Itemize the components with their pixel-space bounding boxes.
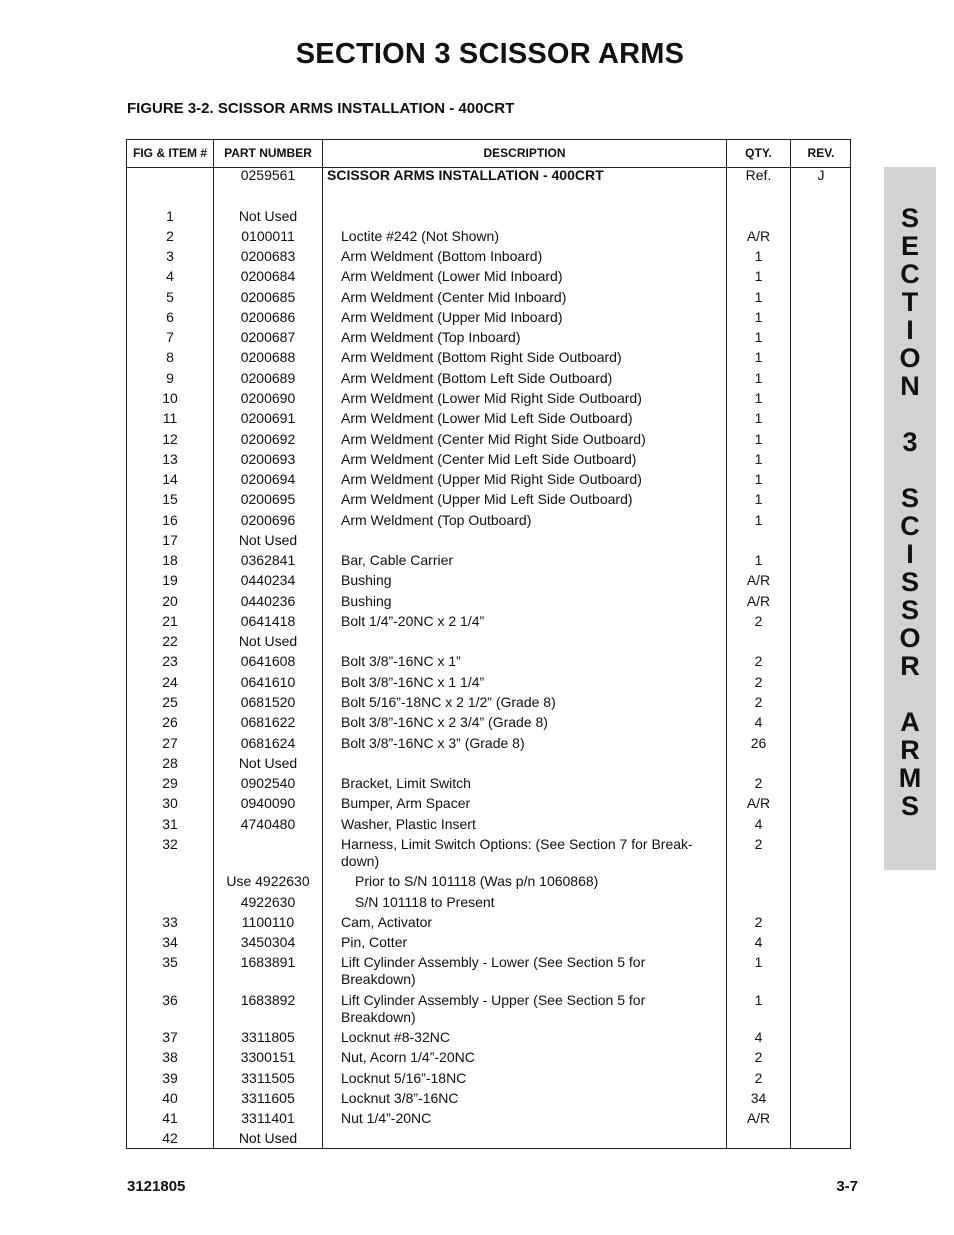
description: Bushing	[341, 593, 392, 609]
section-side-tab	[884, 167, 936, 870]
part-number: 0200684	[240, 268, 296, 284]
part-number: 0200691	[240, 410, 296, 426]
quantity: 2	[754, 694, 763, 710]
description: Nut 1/4”-20NC	[341, 1110, 432, 1126]
item-number: 18	[162, 552, 178, 568]
part-number: 0200696	[240, 512, 296, 528]
description: Locknut 5/16”-18NC	[341, 1070, 467, 1086]
part-number: Not Used	[238, 532, 298, 548]
item-number: 10	[162, 390, 178, 406]
side-tab-letter: R	[900, 651, 920, 681]
item-number: 11	[162, 410, 178, 426]
item-number: 22	[162, 633, 178, 649]
side-tab-letter: S	[900, 595, 919, 625]
side-tab-letter: 3	[902, 427, 918, 457]
description: Bracket, Limit Switch	[341, 775, 471, 791]
part-number: Use 4922630	[226, 873, 310, 889]
quantity: 2	[754, 613, 763, 629]
item-number: 29	[162, 775, 178, 791]
description: Lift Cylinder Assembly - Lower (See Section 5 for	[341, 954, 646, 970]
part-number: 3300151	[240, 1049, 296, 1065]
quantity: 1	[754, 512, 763, 528]
item-number: 16	[162, 512, 178, 528]
quantity: 1	[754, 992, 763, 1008]
item-number: 1	[166, 208, 174, 224]
part-number: 0440234	[240, 572, 296, 588]
quantity: 1	[754, 289, 763, 305]
part-number: 0681622	[240, 714, 296, 730]
item-number: 32	[162, 836, 178, 852]
page-title: SECTION 3 SCISSOR ARMS	[295, 38, 685, 70]
description: Arm Weldment (Upper Mid Left Side Outboard)	[341, 491, 633, 507]
description: S/N 101118 to Present	[355, 894, 495, 910]
item-number: 39	[162, 1070, 178, 1086]
description: Bolt 3/8”-16NC x 3” (Grade 8)	[341, 735, 525, 751]
quantity: 1	[754, 451, 763, 467]
item-number: 19	[162, 572, 178, 588]
column-divider	[790, 140, 791, 1148]
quantity: 2	[754, 1070, 763, 1086]
item-number: 13	[162, 451, 178, 467]
description: Bolt 5/16”-18NC x 2 1/2” (Grade 8)	[341, 694, 556, 710]
header-qty: QTY.	[745, 146, 772, 160]
side-tab-letter: I	[906, 315, 914, 345]
part-number: 0940090	[240, 795, 296, 811]
quantity: A/R	[746, 228, 771, 244]
quantity: 34	[750, 1090, 767, 1106]
description: Locknut 3/8”-16NC	[341, 1090, 459, 1106]
part-number: 0200695	[240, 491, 296, 507]
side-tab-letter: C	[900, 511, 920, 541]
part-number: 0200685	[240, 289, 296, 305]
description: Arm Weldment (Lower Mid Inboard)	[341, 268, 563, 284]
part-number: 1683892	[240, 992, 296, 1008]
part-number: 0902540	[240, 775, 296, 791]
quantity: 1	[754, 309, 763, 325]
quantity: 2	[754, 653, 763, 669]
description: Arm Weldment (Bottom Inboard)	[341, 248, 543, 264]
item-number: 15	[162, 491, 178, 507]
part-number: 0200688	[240, 349, 296, 365]
column-divider	[322, 140, 323, 1148]
side-tab-letter: N	[900, 371, 920, 401]
quantity: 1	[754, 491, 763, 507]
part-number: Not Used	[238, 1130, 298, 1146]
description: Bolt 3/8”-16NC x 1 1/4”	[341, 674, 485, 690]
item-number: 31	[162, 816, 178, 832]
item-number: 35	[162, 954, 178, 970]
part-number: 0200694	[240, 471, 296, 487]
quantity: 1	[754, 268, 763, 284]
part-number: 1100110	[241, 914, 295, 930]
footer-page-number: 3-7	[836, 1178, 858, 1195]
item-number: 23	[162, 653, 178, 669]
description: Pin, Cotter	[341, 934, 408, 950]
part-number: 0200686	[240, 309, 296, 325]
description: Arm Weldment (Bottom Left Side Outboard)	[341, 370, 613, 386]
item-number: 30	[162, 795, 178, 811]
part-number: 4740480	[240, 816, 296, 832]
part-number: 0200692	[240, 431, 296, 447]
item-number: 24	[162, 674, 178, 690]
description: Arm Weldment (Lower Mid Left Side Outboard)	[341, 410, 633, 426]
item-number: 6	[166, 309, 174, 325]
description: Bumper, Arm Spacer	[341, 795, 471, 811]
parts-table	[126, 139, 851, 1149]
part-number: 3311805	[241, 1029, 295, 1045]
quantity: 4	[754, 1029, 763, 1045]
quantity: 1	[754, 552, 763, 568]
part-number: 0641610	[240, 674, 296, 690]
quantity: 2	[754, 1049, 763, 1065]
part-number: 0440236	[240, 593, 296, 609]
part-number: 3311505	[241, 1070, 295, 1086]
description-continued: Breakdown)	[341, 1009, 416, 1025]
item-number: 33	[162, 914, 178, 930]
side-tab-letter: T	[901, 287, 919, 317]
item-number: 14	[162, 471, 178, 487]
side-tab-letter: O	[899, 623, 921, 653]
header-rev: REV.	[807, 146, 835, 160]
part-number: 0100011	[241, 228, 295, 244]
description: Arm Weldment (Lower Mid Right Side Outboard)	[341, 390, 642, 406]
quantity: 1	[754, 349, 763, 365]
part-number: 4922630	[240, 894, 296, 910]
description: Arm Weldment (Bottom Right Side Outboard)	[341, 349, 622, 365]
item-number: 4	[166, 268, 174, 284]
quantity: 2	[754, 836, 763, 852]
description: Locknut #8-32NC	[341, 1029, 450, 1045]
quantity: 2	[754, 674, 763, 690]
description: Bolt 3/8”-16NC x 2 3/4” (Grade 8)	[341, 714, 548, 730]
part-number: 0200683	[240, 248, 296, 264]
item-number: 37	[162, 1029, 178, 1045]
side-tab-letter: S	[900, 791, 919, 821]
quantity: A/R	[746, 1110, 771, 1126]
side-tab-letter: S	[900, 567, 919, 597]
description: Bar, Cable Carrier	[341, 552, 454, 568]
item-number: 41	[162, 1110, 178, 1126]
side-tab-letter: O	[899, 343, 921, 373]
part-number: 0641418	[240, 613, 296, 629]
item-number: 40	[162, 1090, 178, 1106]
part-number: 0200687	[240, 329, 296, 345]
item-number: 42	[162, 1130, 178, 1146]
item-number: 9	[166, 370, 174, 386]
description: Bolt 1/4”-20NC x 2 1/4”	[341, 613, 485, 629]
item-number: 20	[162, 593, 178, 609]
quantity: 1	[754, 954, 763, 970]
item-number: 27	[162, 735, 178, 751]
quantity: 2	[754, 914, 763, 930]
part-number: 3450304	[240, 934, 296, 950]
description: Harness, Limit Switch Options: (See Section 7 for Break-	[341, 836, 693, 852]
description: Prior to S/N 101118 (Was p/n 1060868)	[355, 873, 599, 889]
description-continued: down)	[341, 853, 380, 869]
item-number: 25	[162, 694, 178, 710]
part-number: 0362841	[240, 552, 296, 568]
part-number: Not Used	[238, 755, 298, 771]
part-number: 0200690	[240, 390, 296, 406]
item-number: 8	[166, 349, 174, 365]
item-number: 36	[162, 992, 178, 1008]
quantity: 26	[750, 735, 767, 751]
description: Arm Weldment (Center Mid Left Side Outboard)	[341, 451, 637, 467]
item-number: 21	[162, 613, 178, 629]
header-part-number: PART NUMBER	[224, 146, 312, 160]
item-number: 17	[162, 532, 178, 548]
description: Cam, Activator	[341, 914, 433, 930]
quantity: 2	[754, 775, 763, 791]
side-tab-letter: E	[900, 231, 919, 261]
revision: J	[817, 167, 825, 183]
quantity: 1	[754, 329, 763, 345]
description: Bolt 3/8”-16NC x 1”	[341, 653, 461, 669]
quantity: 4	[754, 714, 763, 730]
description: Loctite #242 (Not Shown)	[341, 228, 499, 244]
header-description: DESCRIPTION	[483, 146, 566, 160]
quantity: 1	[754, 390, 763, 406]
quantity: 1	[754, 410, 763, 426]
side-tab-letter: R	[900, 735, 920, 765]
item-number: 38	[162, 1049, 178, 1065]
item-number: 26	[162, 714, 178, 730]
quantity: Ref.	[745, 167, 772, 183]
quantity: 1	[754, 370, 763, 386]
item-number: 12	[162, 431, 178, 447]
item-number: 3	[166, 248, 174, 264]
side-tab-letter: C	[900, 259, 920, 289]
description: Arm Weldment (Top Outboard)	[341, 512, 532, 528]
quantity: 1	[754, 471, 763, 487]
part-number: 3311605	[241, 1090, 295, 1106]
description: Arm Weldment (Center Mid Right Side Outboard)	[341, 431, 646, 447]
item-number: 7	[166, 329, 174, 345]
item-number: 2	[166, 228, 174, 244]
part-number: Not Used	[238, 208, 298, 224]
description: Nut, Acorn 1/4”-20NC	[341, 1049, 475, 1065]
quantity: 4	[754, 934, 763, 950]
quantity: A/R	[746, 572, 771, 588]
side-tab-letter: A	[900, 707, 920, 737]
side-tab-letter: S	[900, 483, 919, 513]
side-tab-letter: S	[900, 203, 919, 233]
part-number: Not Used	[238, 633, 298, 649]
quantity: A/R	[746, 795, 771, 811]
quantity: 1	[754, 431, 763, 447]
quantity: 4	[754, 816, 763, 832]
description: Lift Cylinder Assembly - Upper (See Section 5 for	[341, 992, 646, 1008]
part-number: 1683891	[240, 954, 296, 970]
part-number: 0681520	[240, 694, 296, 710]
quantity: 1	[754, 248, 763, 264]
description-continued: Breakdown)	[341, 971, 416, 987]
item-number: 5	[166, 289, 174, 305]
part-number: 0259561	[240, 167, 296, 183]
side-tab-letter: M	[898, 763, 922, 793]
part-number: 3311401	[241, 1110, 295, 1126]
item-number: 28	[162, 755, 178, 771]
description: SCISSOR ARMS INSTALLATION - 400CRT	[327, 167, 604, 183]
figure-caption: FIGURE 3-2. SCISSOR ARMS INSTALLATION - 400CRT	[127, 100, 515, 117]
part-number: 0681624	[240, 735, 296, 751]
footer-doc-number: 3121805	[127, 1178, 186, 1195]
part-number: 0200693	[240, 451, 296, 467]
description: Arm Weldment (Center Mid Inboard)	[341, 289, 567, 305]
part-number: 0641608	[240, 653, 296, 669]
header-item: FIG & ITEM #	[132, 146, 207, 160]
item-number: 34	[162, 934, 178, 950]
description: Arm Weldment (Top Inboard)	[341, 329, 521, 345]
description: Arm Weldment (Upper Mid Right Side Outboard)	[341, 471, 642, 487]
description: Arm Weldment (Upper Mid Inboard)	[341, 309, 563, 325]
side-tab-letter: I	[906, 539, 914, 569]
quantity: A/R	[746, 593, 771, 609]
description: Bushing	[341, 572, 392, 588]
part-number: 0200689	[240, 370, 296, 386]
description: Washer, Plastic Insert	[341, 816, 476, 832]
